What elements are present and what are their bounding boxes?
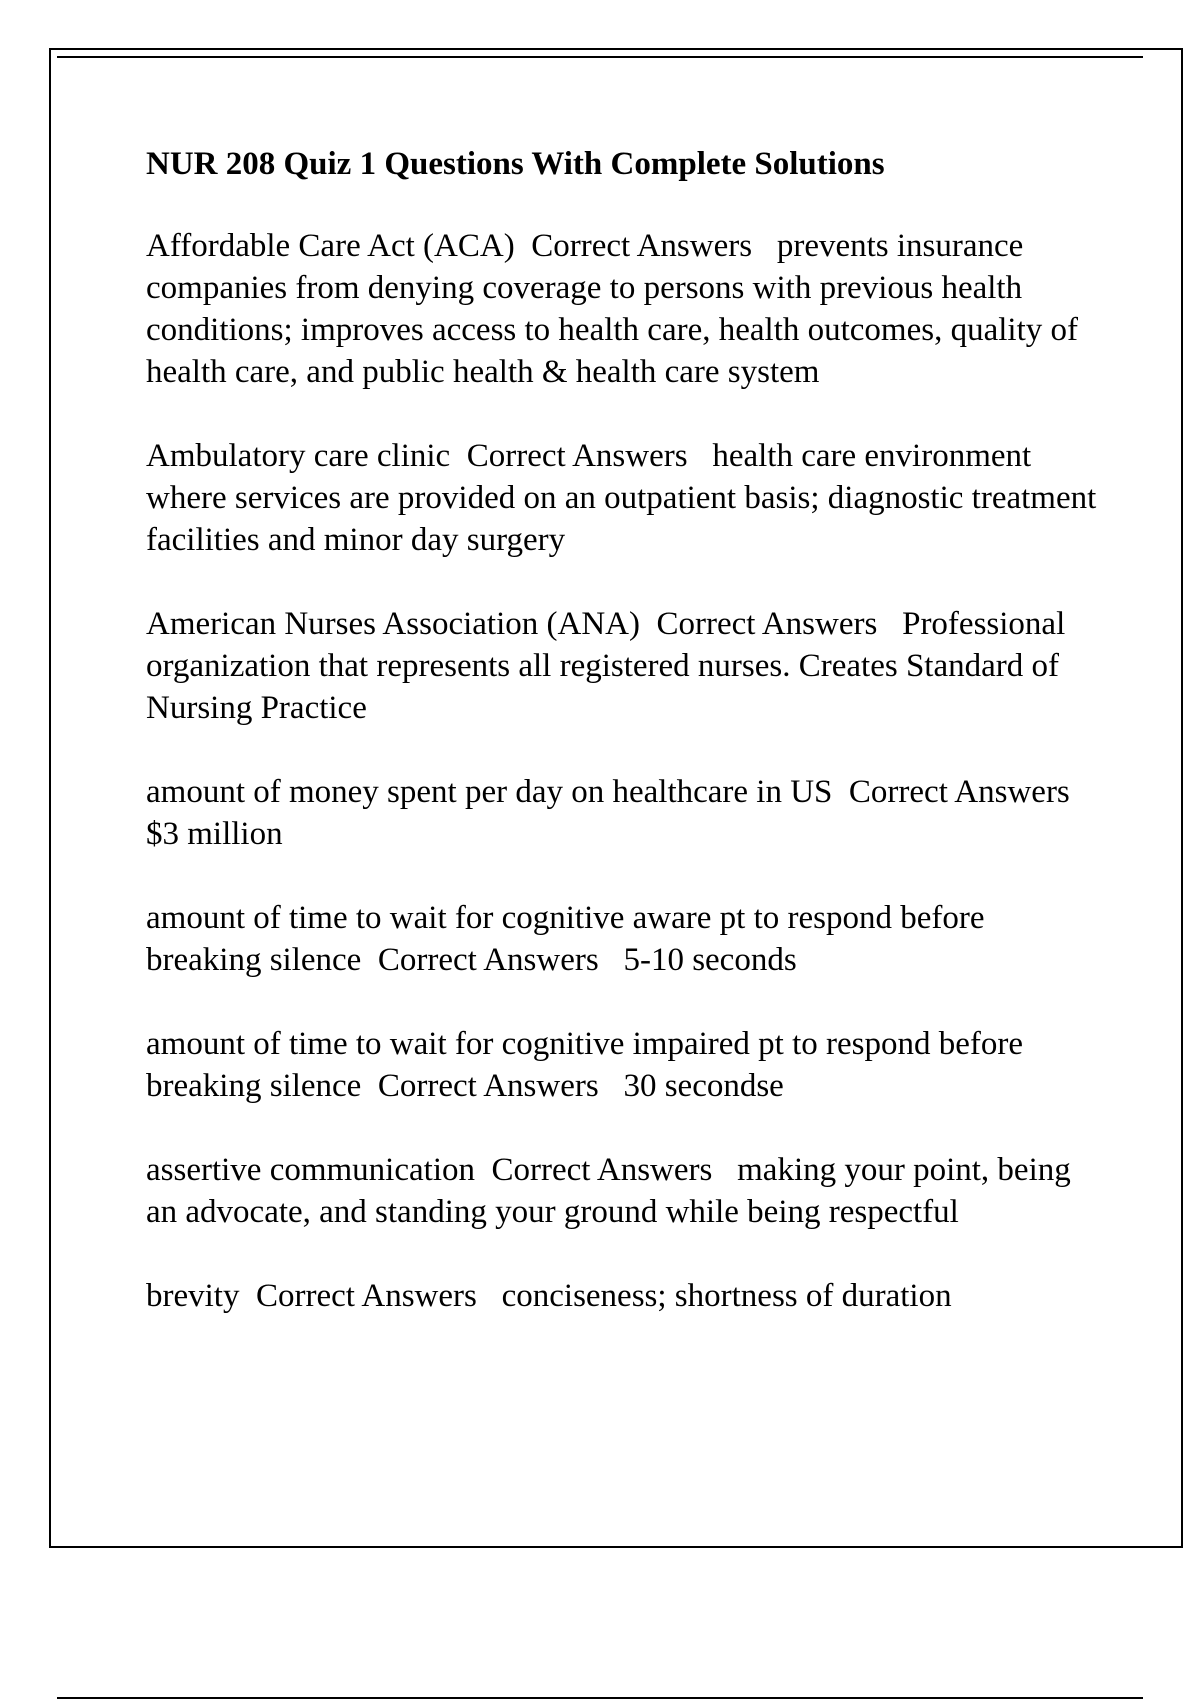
entry-term: Affordable Care Act (ACA) xyxy=(146,228,515,264)
entry-answer-label: Correct Answers xyxy=(848,774,1070,810)
entry-assertive-communication xyxy=(146,1149,1106,1233)
entry-answer: Professional organization that represents all registered nurses. Creates Standard of Nursing Practice xyxy=(146,606,1074,726)
entry-term: amount of time to wait for cognitive impaired pt to respond before breaking silence xyxy=(146,1026,1032,1104)
entry-term: American Nurses Association (ANA) xyxy=(146,606,640,642)
entry-term: Ambulatory care clinic xyxy=(146,438,451,474)
entry-answer-label: Correct Answers xyxy=(255,1278,477,1314)
entry-money-spent xyxy=(146,771,1106,855)
document-title: NUR 208 Quiz 1 Questions With Complete Solutions xyxy=(146,146,885,182)
entry-answer: prevents insurance companies from denying coverage to persons with previous health conditions; improves access to health care, health outcomes, quality of health care, and public health & health care system xyxy=(146,228,1087,390)
entry-answer: making your point, being an advocate, and standing your ground while being respectful xyxy=(146,1152,1080,1230)
entry-wait-cognitive-aware xyxy=(146,897,1106,981)
entry-answer-label: Correct Answers xyxy=(491,1152,713,1188)
entry-brevity xyxy=(146,1275,1106,1317)
entry-answer-label: Correct Answers xyxy=(531,228,753,264)
entry-answer: conciseness; shortness of duration xyxy=(501,1278,952,1314)
bottom-rule xyxy=(57,1697,1143,1699)
document-body xyxy=(146,143,1106,1359)
entry-term: amount of money spent per day on healthcare in US xyxy=(146,774,833,810)
entry-term: amount of time to wait for cognitive aware pt to respond before breaking silence xyxy=(146,900,993,978)
entry-answer-label: Correct Answers xyxy=(466,438,688,474)
entry-answer-label: Correct Answers xyxy=(656,606,878,642)
entry-aca xyxy=(146,225,1106,393)
entry-term: brevity xyxy=(146,1278,240,1314)
entry-answer: 30 secondse xyxy=(623,1068,784,1104)
entry-term: assertive communication xyxy=(146,1152,475,1188)
entry-answer-label: Correct Answers xyxy=(377,1068,599,1104)
entry-ambulatory-care xyxy=(146,435,1106,561)
entry-answer-label: Correct Answers xyxy=(377,942,599,978)
entry-answer: $3 million xyxy=(146,816,283,852)
entry-ana xyxy=(146,603,1106,729)
entry-answer: health care environment where services are provided on an outpatient basis; diagnostic treatment facilities and minor day surgery xyxy=(146,438,1105,558)
entry-answer: 5-10 seconds xyxy=(623,942,797,978)
entry-wait-cognitive-impaired xyxy=(146,1023,1106,1107)
